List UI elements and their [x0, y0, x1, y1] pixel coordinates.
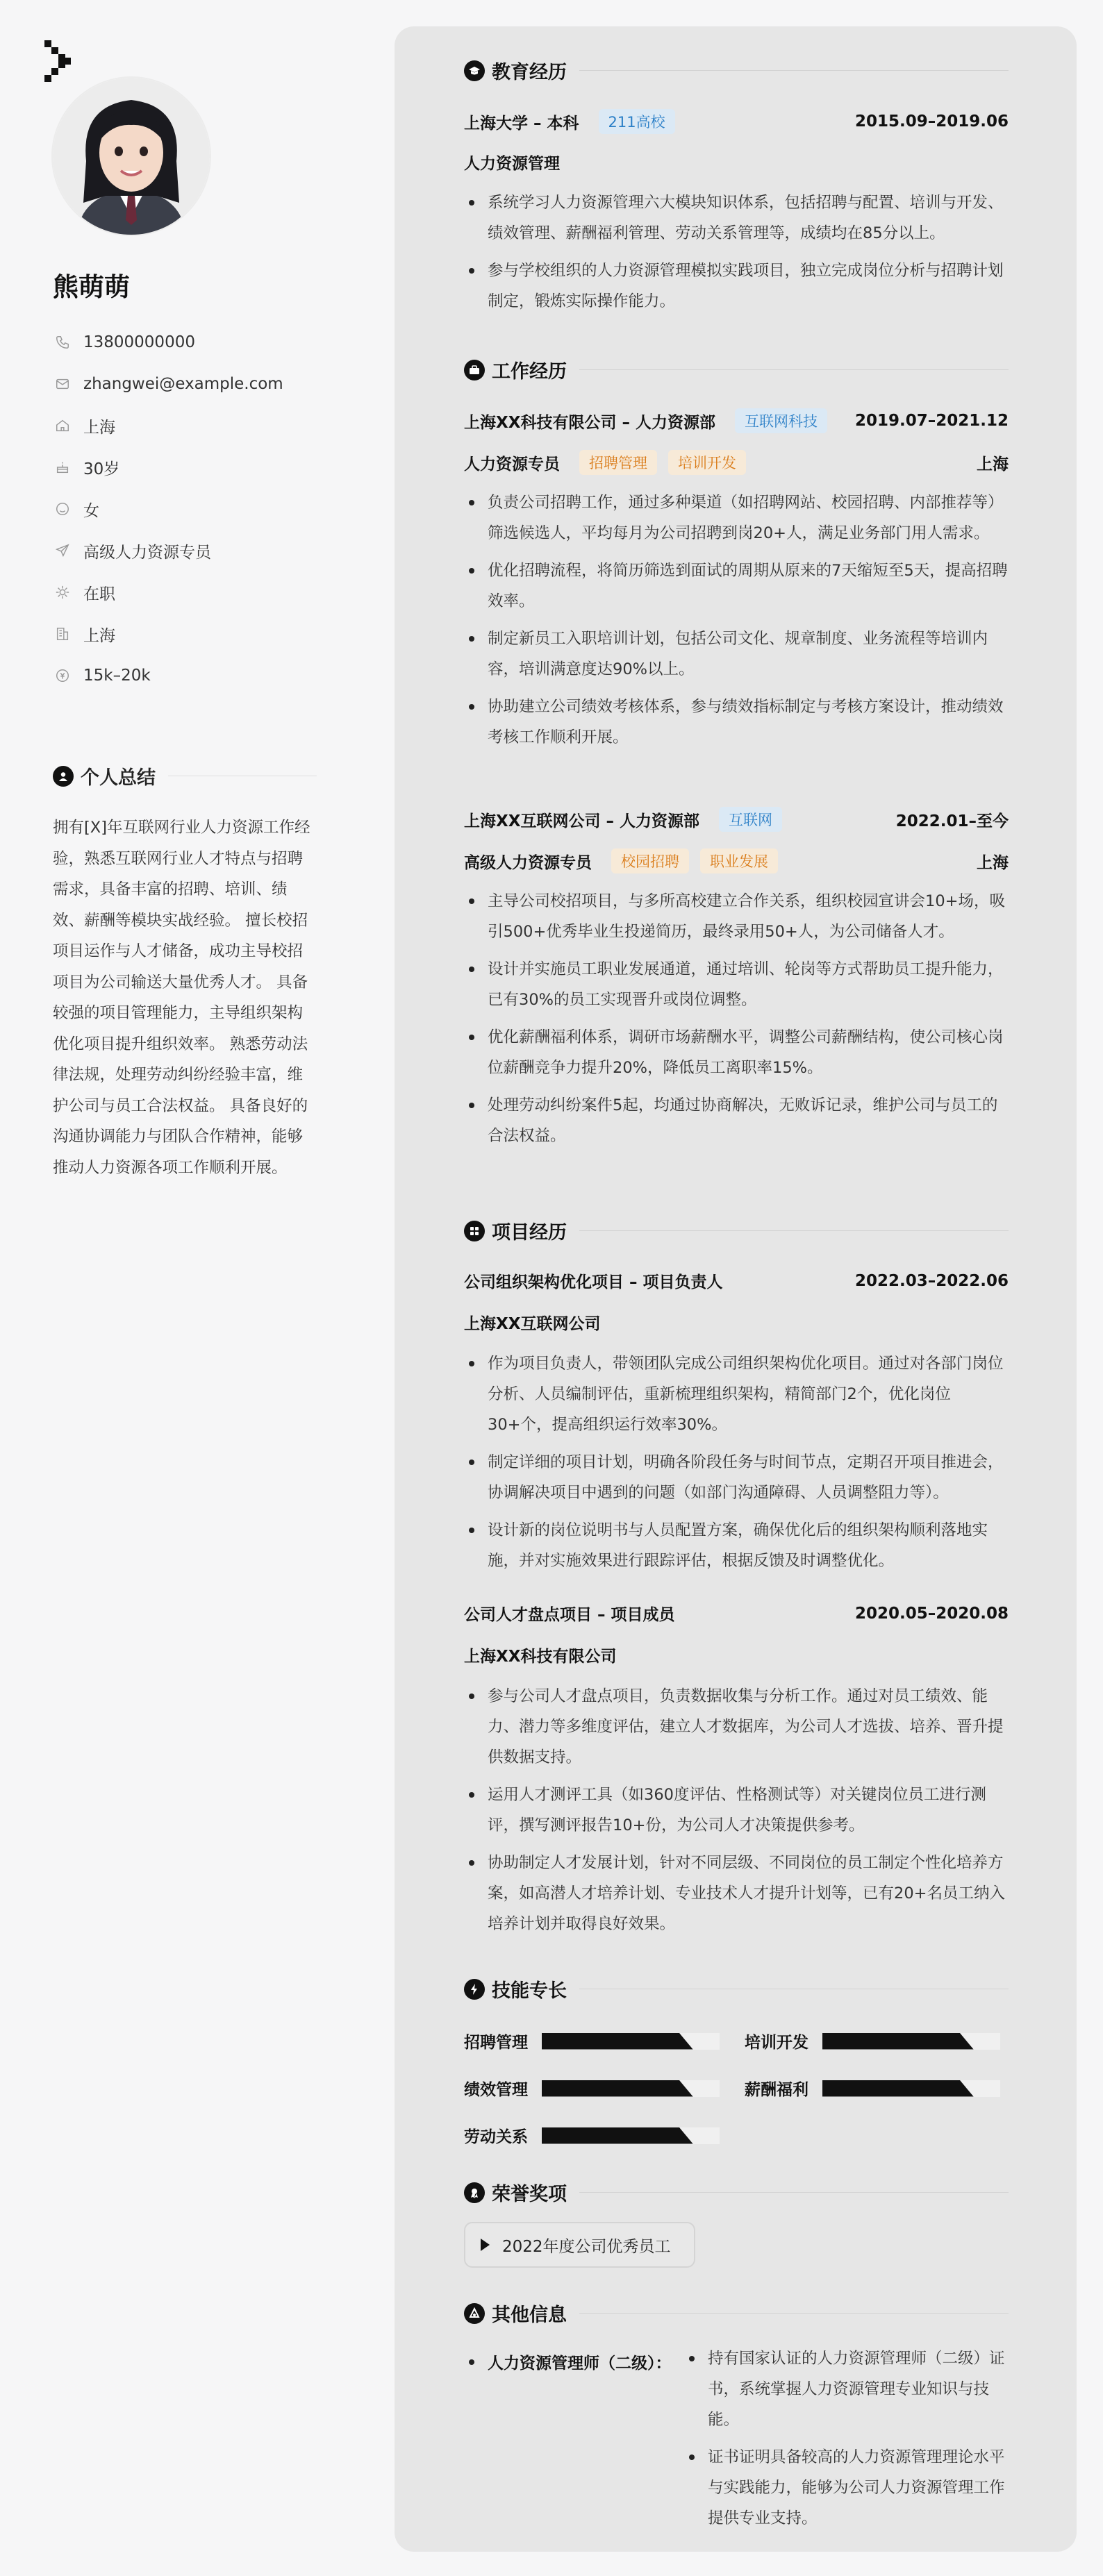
skill-item — [464, 2124, 720, 2147]
profile-name: 熊萌萌 — [53, 272, 130, 302]
info-text: 在职 — [83, 585, 115, 603]
job-period: 2022.01–至今 — [895, 812, 1009, 830]
cert-label: 人力资源管理师（二级）： — [464, 2350, 672, 2373]
divider — [579, 70, 1009, 71]
list-item: 制定新员工入职培训计划，包括公司文化、规章制度、业务流程等培训内容，培训满意度达90%以上。 — [464, 624, 1009, 685]
award-card — [464, 2222, 695, 2268]
divider — [579, 2313, 1009, 2314]
list-item: 作为项目负责人，带领团队完成公司组织架构优化项目。通过对各部门岗位分析、人员编制评估，重新梳理组织架构，精简部门2个，优化岗位30+个，提高组织运行效率30%。 — [464, 1348, 1009, 1440]
job-role-row — [464, 450, 1009, 475]
list-item: 协助制定人才发展计划，针对不同层级、不同岗位的员工制定个性化培养方案，如高潜人才培养计划、专业技术人才提升计划等，已有20+名员工纳入培养计划并取得良好效果。 — [464, 1848, 1009, 1939]
list-item: 优化招聘流程，将简历筛选到面试的周期从原来的7天缩短至5天，提高招聘效率。 — [464, 555, 1009, 617]
play-icon — [481, 2239, 490, 2251]
section-title: 教育经历 — [492, 62, 567, 83]
skill-bar — [542, 2033, 720, 2050]
section-title: 工作经历 — [492, 361, 567, 383]
project-header — [464, 1602, 1009, 1625]
project-header — [464, 1269, 1009, 1292]
company-name: 上海XX科技有限公司 – 人力资源部 — [464, 413, 715, 432]
award-icon — [464, 2182, 485, 2203]
other-heading — [464, 2300, 1009, 2327]
job-bullets — [464, 886, 1009, 1158]
section-title: 荣誉奖项 — [492, 2184, 567, 2205]
info-text: 15k–20k — [83, 667, 151, 685]
list-item: 制定详细的项目计划，明确各阶段任务与时间节点，定期召开项目推进会，协调解决项目中遇到的问题（如部门沟通障碍、人员调整阻力等）。 — [464, 1447, 1009, 1508]
project-org — [464, 1644, 1009, 1666]
education-row — [464, 109, 1009, 134]
project-period: 2022.03–2022.06 — [854, 1271, 1009, 1290]
info-home — [53, 405, 331, 446]
info-city — [53, 613, 331, 655]
skill-bar-fill — [822, 2033, 974, 2050]
lightning-icon — [464, 1979, 485, 2000]
skill-name: 绩效管理 — [464, 2081, 528, 2099]
info-email — [53, 363, 331, 405]
skill-item — [464, 2077, 720, 2100]
list-item: 设计新的岗位说明书与人员配置方案，确保优化后的组织架构顺利落地实施，并对实施效果进行跟踪评估，根据反馈及时调整优化。 — [464, 1515, 1009, 1576]
list-item: 运用人才测评工具（如360度评估、性格测试等）对关键岗位员工进行测评，撰写测评报告10+份，为公司人才决策提供参考。 — [464, 1780, 1009, 1841]
award-text: 2022年度公司优秀员工 — [502, 2237, 671, 2256]
send-icon — [53, 541, 72, 560]
list-item: 参与公司人才盘点项目，负责数据收集与分析工作。通过对员工绩效、能力、潜力等多维度评估，建立人才数据库，为公司人才选拔、培养、晋升提供数据支持。 — [464, 1681, 1009, 1773]
project-org — [464, 1311, 1009, 1334]
info-salary — [53, 655, 331, 696]
summary-text: 拥有[X]年互联网行业人力资源工作经验，熟悉互联网行业人才特点与招聘需求，具备丰富的招聘、培训、绩效、薪酬等模块实战经验。 擅长校招项目运作与人才储备，成功主导校招项目为公司输送大量优秀人才。 具备较强的项目管理能力，主导组织架构优化项目提升组织效率。 熟悉劳动法律法规，处理劳动纠纷经验丰富，维护公司与员工合法权益。 具备良好的沟通协调能力与团队合作精神，能够推动人力资源各项工作顺利开展。 — [53, 819, 310, 1177]
divider — [579, 369, 1009, 370]
puzzle-icon — [464, 2303, 485, 2324]
skill-tag: 校园招聘 — [611, 848, 689, 873]
job-city: 上海 — [977, 455, 1009, 474]
info-text: 13800000000 — [83, 333, 195, 351]
school-name: 上海大学 – 本科 — [464, 114, 579, 133]
info-text: 女 — [83, 501, 99, 520]
project-bullets — [464, 1681, 1009, 1946]
section-title: 其他信息 — [492, 2305, 567, 2326]
skill-tag: 招聘管理 — [579, 450, 657, 475]
divider — [579, 2192, 1009, 2193]
section-title: 个人总结 — [81, 767, 156, 789]
company-tag: 互联网 — [719, 807, 782, 832]
honors-heading — [464, 2179, 1009, 2206]
skill-bar-fill — [822, 2080, 974, 2097]
user-icon — [53, 766, 74, 787]
info-phone — [53, 321, 331, 363]
project-name: 公司组织架构优化项目 – 项目负责人 — [464, 1273, 723, 1291]
graduation-cap-icon — [464, 60, 485, 81]
briefcase-icon — [464, 360, 485, 380]
skill-bar-fill — [542, 2080, 693, 2097]
skill-name: 招聘管理 — [464, 2034, 528, 2052]
major-name: 人力资源管理 — [464, 155, 560, 173]
skill-item — [745, 2077, 1000, 2100]
home-icon — [53, 416, 72, 435]
list-item: 参与学校组织的人力资源管理模拟实践项目，独立完成岗位分析与招聘计划制定，锻炼实际操作能力。 — [464, 256, 1009, 317]
info-age — [53, 446, 331, 488]
company-tag: 互联网科技 — [735, 408, 827, 433]
skill-item — [464, 2030, 720, 2052]
skill-bar — [822, 2080, 1000, 2097]
status-icon — [53, 583, 72, 602]
cert-bullets — [684, 2343, 1009, 2541]
project-bullets — [464, 1348, 1009, 1583]
education-heading — [464, 57, 1009, 84]
work-heading — [464, 356, 1009, 383]
phone-icon — [53, 333, 72, 352]
skill-item — [745, 2030, 1000, 2052]
logo-chevron-icon — [44, 40, 72, 82]
info-text: zhangwei@example.com — [83, 375, 283, 393]
job-city: 上海 — [977, 853, 1009, 872]
info-text: 30岁 — [83, 460, 120, 478]
skill-tag: 培训开发 — [668, 450, 746, 475]
list-item: 主导公司校招项目，与多所高校建立合作关系，组织校园宣讲会10+场，吸引500+优秀毕业生投递简历，最终录用50+人，为公司储备人才。 — [464, 886, 1009, 947]
job-role-row — [464, 848, 1009, 873]
building-icon — [53, 624, 72, 644]
school-tag: 211高校 — [599, 109, 675, 134]
project-org-name: 上海XX互联网公司 — [464, 1315, 601, 1333]
gender-icon — [53, 499, 72, 519]
job-header — [464, 408, 1009, 433]
project-org-name: 上海XX科技有限公司 — [464, 1648, 617, 1666]
money-icon — [53, 666, 72, 685]
education-bullets — [464, 187, 1009, 324]
job-period: 2019.07–2021.12 — [854, 412, 1009, 430]
info-gender — [53, 488, 331, 530]
info-text: 高级人力资源专员 — [83, 543, 211, 562]
skill-bar-fill — [542, 2127, 693, 2144]
job-header — [464, 807, 1009, 832]
company-name: 上海XX互联网公司 – 人力资源部 — [464, 812, 699, 830]
list-item: 设计并实施员工职业发展通道，通过培训、轮岗等方式帮助员工提升能力，已有30%的员工实现晋升或岗位调整。 — [464, 954, 1009, 1015]
education-major — [464, 151, 1009, 174]
summary-heading — [53, 762, 317, 789]
job-role: 人力资源专员 — [464, 455, 560, 474]
list-item: 系统学习人力资源管理六大模块知识体系，包括招聘与配置、培训与开发、绩效管理、薪酬福利管理、劳动关系管理等，成绩均在85分以上。 — [464, 187, 1009, 249]
info-status — [53, 571, 331, 613]
sidebar — [0, 0, 389, 2576]
contact-info — [53, 321, 331, 696]
project-name: 公司人才盘点项目 – 项目成员 — [464, 1606, 675, 1624]
section-title: 项目经历 — [492, 1222, 567, 1244]
info-position — [53, 530, 331, 571]
list-item: 负责公司招聘工作，通过多种渠道（如招聘网站、校园招聘、内部推荐等）筛选候选人，平均每月为公司招聘到岗20+人，满足业务部门用人需求。 — [464, 487, 1009, 549]
job-role: 高级人力资源专员 — [464, 853, 592, 872]
grid-icon — [464, 1221, 485, 1241]
projects-heading — [464, 1217, 1009, 1244]
info-text: 上海 — [83, 626, 115, 645]
skill-name: 培训开发 — [745, 2034, 808, 2052]
skill-bar — [542, 2080, 720, 2097]
cake-icon — [53, 458, 72, 477]
project-period: 2020.05–2020.08 — [854, 1604, 1009, 1623]
list-item: 处理劳动纠纷案件5起，均通过协商解决，无败诉记录，维护公司与员工的合法权益。 — [464, 1090, 1009, 1151]
education-period: 2015.09–2019.06 — [854, 112, 1009, 131]
mail-icon — [53, 374, 72, 394]
divider — [579, 1230, 1009, 1231]
list-item: 协助建立公司绩效考核体系，参与绩效指标制定与考核方案设计，推动绩效考核工作顺利开展。 — [464, 692, 1009, 753]
list-item: 优化薪酬福利体系，调研市场薪酬水平，调整公司薪酬结构，使公司核心岗位薪酬竞争力提升20%，降低员工离职率15%。 — [464, 1022, 1009, 1083]
skill-bar — [542, 2127, 720, 2144]
skill-bar-fill — [542, 2033, 693, 2050]
list-item: 持有国家认证的人力资源管理师（二级）证书，系统掌握人力资源管理专业知识与技能。 — [684, 2343, 1009, 2435]
avatar — [53, 78, 210, 235]
skill-tag: 职业发展 — [700, 848, 778, 873]
skill-name: 薪酬福利 — [745, 2081, 808, 2099]
skill-bar — [822, 2033, 1000, 2050]
job-bullets — [464, 487, 1009, 760]
info-text: 上海 — [83, 418, 115, 437]
skill-name: 劳动关系 — [464, 2128, 528, 2146]
list-item: 证书证明具备较高的人力资源管理理论水平与实践能力，能够为公司人力资源管理工作提供专业支持。 — [684, 2442, 1009, 2534]
skills-heading — [464, 1975, 1009, 2002]
section-title: 技能专长 — [492, 1980, 567, 2002]
